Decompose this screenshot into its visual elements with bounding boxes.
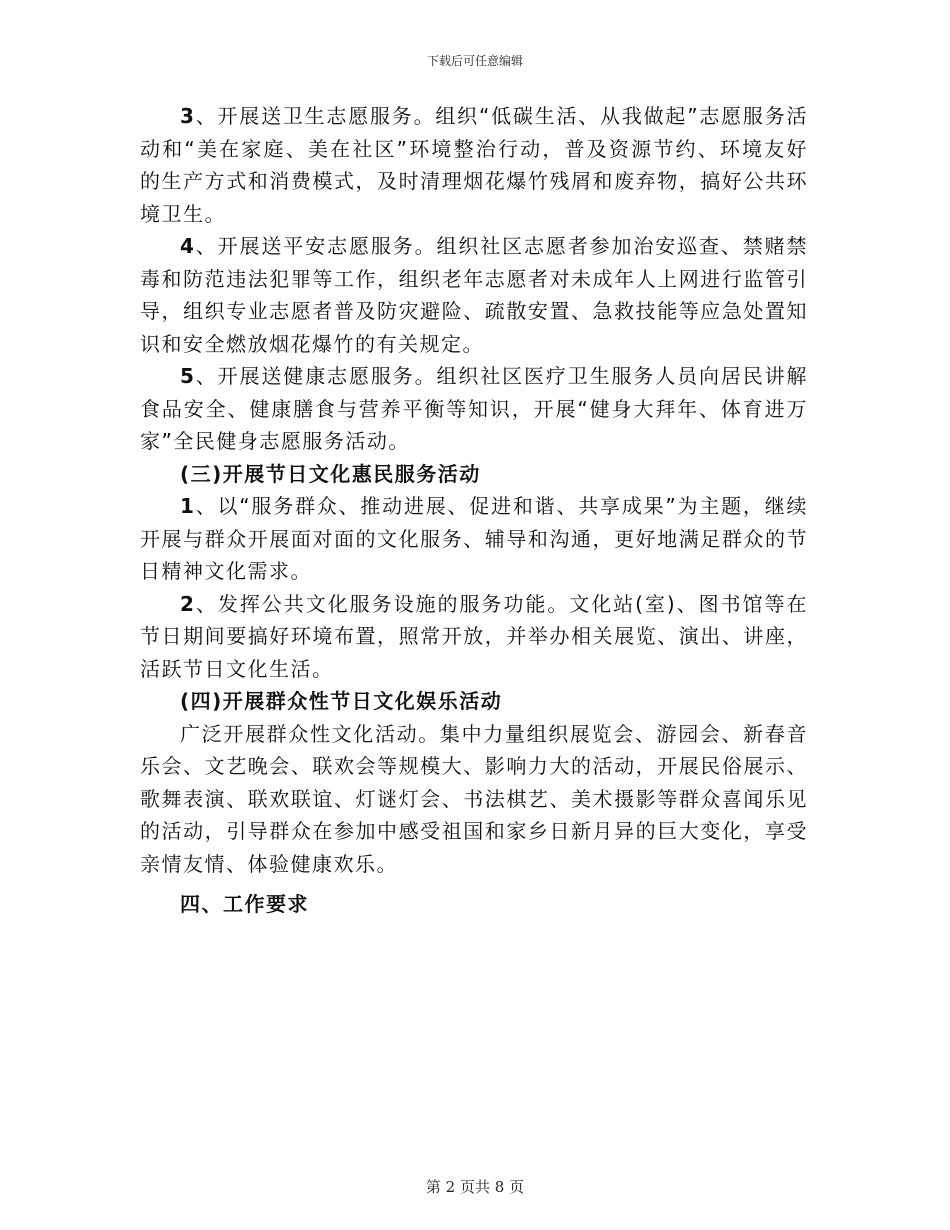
- paragraph-volunteer-safety: [140, 230, 808, 360]
- section-heading-entertainment: (四)开展群众性节日文化娱乐活动: [180, 689, 503, 713]
- item-number: 2: [180, 591, 196, 616]
- paragraph-text: 、开展送卫生志愿服务。组织“低碳生活、从我做起”志愿服务活动和“美在家庭、美在社区”环境整治行动，普及资源节约、环境友好的生产方式和消费模式，及时清理烟花爆竹残屑和废弃物，搞好公共环境卫生。: [140, 104, 808, 226]
- item-number: 4: [180, 234, 196, 258]
- item-number: 3: [180, 104, 196, 128]
- paragraph-text: 、开展送健康志愿服务。组织社区医疗卫生服务人员向居民讲解食品安全、健康膳食与营养平衡等知识，开展“健身大拜年、体育进万家”全民健身志愿服务活动。: [140, 364, 808, 453]
- page-header: 下载后可任意编辑: [426, 54, 523, 68]
- paragraph-text: 、开展送平安志愿服务。组织社区志愿者参加治安巡查、禁赌禁毒和防范违法犯罪等工作，组织老年志愿者对未成年人上网进行监管引导，组织专业志愿者普及防灾避险、疏散安置、急救技能等应急处置知识和安全燃放烟花爆竹的有关规定。: [140, 234, 808, 356]
- paragraph-culture-facilities: [140, 588, 808, 686]
- document-body: [140, 100, 808, 921]
- paragraph-culture-theme: [140, 490, 808, 588]
- paragraph-text: 、发挥公共文化服务设施的服务功能。文化站(室)、图书馆等在节日期间要搞好环境布置，照常开放，并举办相关展览、演出、讲座，活跃节日文化生活。: [140, 591, 808, 681]
- paragraph-volunteer-hygiene: [140, 100, 808, 230]
- paragraph-volunteer-health: [140, 360, 808, 458]
- paragraph-entertainment: 广泛开展群众性文化活动。集中力量组织展览会、游园会、新春音乐会、文艺晚会、联欢会等规模大、影响力大的活动，开展民俗展示、歌舞表演、联欢联谊、灯谜灯会、书法棋艺、美术摄影等群众喜闻乐见的活动，引导群众在参加中感受祖国和家乡日新月异的巨大变化，享受亲情友情、体验健康欢乐。: [140, 721, 808, 876]
- item-number: 1: [180, 494, 196, 518]
- section-heading-culture-service: (三)开展节日文化惠民服务活动: [180, 461, 481, 486]
- section-heading-work-requirements: 四、工作要求: [180, 892, 309, 916]
- page-footer: 第 2 页共 8 页: [425, 1178, 525, 1196]
- item-number: 5: [180, 364, 196, 388]
- paragraph-text: 、以“服务群众、推动进展、促进和谐、共享成果”为主题，继续开展与群众开展面对面的文化服务、辅导和沟通，更好地满足群众的节日精神文化需求。: [140, 494, 808, 583]
